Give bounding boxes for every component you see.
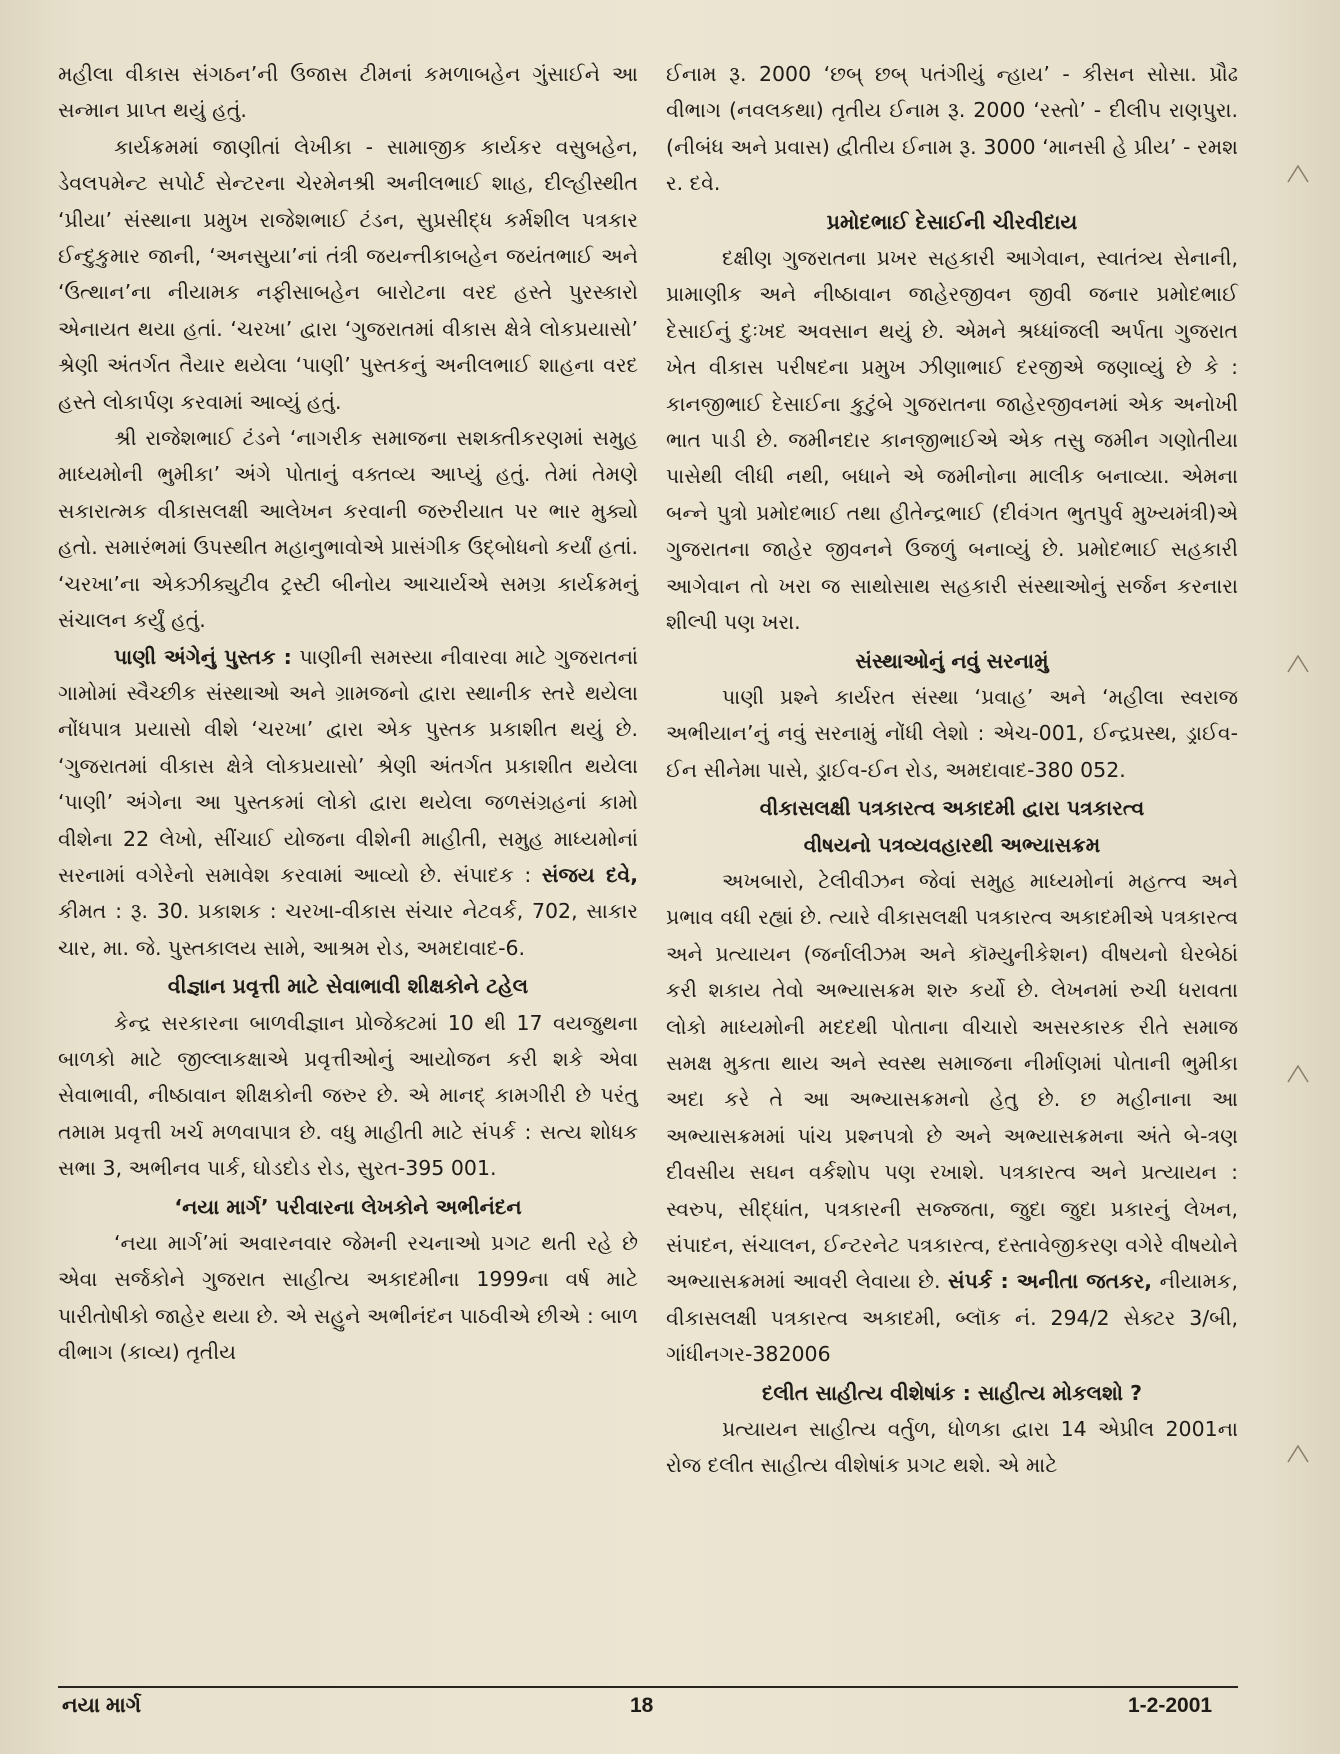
section-heading: વીજ્ઞાન પ્રવૃત્તી માટે સેવાભાવી શીક્ષકોને ટહેલ [167,974,529,999]
section-heading: વીષયનો પત્રવ્યવહારથી અભ્યાસક્રમ [803,832,1101,857]
paragraph: કેન્દ્ર સરકારના બાળવીજ્ઞાન પ્રોજેક્ટમાં 10 થી 17 વયજુથના બાળકો માટે જીલ્લાકક્ષાએ પ્રવૃત્તીઓનું આયોજન કરી શકે એવા સેવાભાવી, નીષ્ઠાવાન શીક્ષકોની જરુર છે. એ માનદ્ કામગીરી છે પરંતુ તમામ પ્રવૃત્તી ખર્ચ મળવાપાત્ર છે. વધુ માહીતી માટે સંપર્ક : સત્ય શોધક સભા 3, અભીનવ પાર્ક, ઘોડદોડ રોડ, સુરત-395 001. [58,1010,638,1181]
paragraph: પાણી પ્રશ્ને કાર્યરત સંસ્થા ‘પ્રવાહ’ અને ‘મહીલા સ્વરાજ અભીયાન’નું નવું સરનામું નોંધી લેશો : એચ-001, ઈન્દ્રપ્રસ્થ, ડ્રાઈવ-ઈન સીનેમા પાસે, ડ્રાઈવ-ઈન રોડ, અમદાવાદ-380 052. [666,684,1238,782]
section-heading: વીકાસલક્ષી પત્રકારત્વ અકાદમી દ્વારા પત્રકારત્વ [759,796,1145,821]
paragraph: દક્ષીણ ગુજરાતના પ્રખર સહકારી આગેવાન, સ્વાતંત્ર્ય સેનાની, પ્રામાણીક અને નીષ્ઠાવાન જાહેરજીવન જીવી જનાર પ્રમોદભાઈ દેસાઈનું દુઃખદ અવસાન થયું છે. એમને શ્રધ્ધાંજલી અર્પતા ગુજરાત ખેત વીકાસ પરીષદના પ્રમુખ ઝીણાભાઈ દરજીએ જણાવ્યું છે કે : કાનજીભાઈ દેસાઈના કુટુંબે ગુજરાતના જાહેરજીવનમાં એક અનોખી ભાત પાડી છે. જમીનદાર કાનજીભાઈએ એક તસુ જમીન ગણોતીયા પાસેથી લીધી નથી, બધાને એ જમીનોના માલીક બનાવ્યા. એમના બન્ને પુત્રો પ્રમોદભાઈ તથા હીતેન્દ્રભાઈ (દીવંગત ભુતપુર્વ મુખ્યમંત્રી)એ ગુજરાતના જાહેર જીવનને ઉજળું બનાવ્યું છે. પ્રમોદભાઈ સહકારી આગેવાન તો ખરા જ સાથોસાથ સહકારી સંસ્થાઓનું સર્જન કરનારા શીલ્પી પણ ખરા. [666,246,1238,635]
paragraph-text: નીયામક, વીકાસલક્ષી પત્રકારત્વ અકાદમી, બ્લૉક નં. 294/2 સેક્ટર 3/બી, ગાંધીનગર-382006 [666,1269,1238,1367]
section-heading: દલીત સાહીત્ય વીશેષાંક : સાહીત્ય મોકલશો ? [761,1380,1143,1405]
paragraph: ‘નયા માર્ગ’માં અવારનવાર જેમની રચનાઓ પ્રગટ થતી રહે છે એવા સર્જકોને ગુજરાત સાહીત્ય અકાદમીના 1999ના વર્ષ માટે પારીતોષીકો જાહેર થયા છે. એ સહુને અભીનંદન પાઠવીએ છીએ : બાળ વીભાગ (કાવ્ય) તૃતીય [58,1231,638,1365]
paragraph: ઈનામ રૂ. 2000 ‘છબ્ છબ્ પતંગીયું ન્હાય’ - કીસન સોસા. પ્રૌઢ વીભાગ (નવલકથા) તૃતીય ઈનામ રૂ. 2000 ‘રસ્તો’ - દીલીપ રાણપુરા. (નીબંધ અને પ્રવાસ) દ્વીતીય ઈનામ રૂ. 3000 ‘માનસી હે પ્રીય’ - રમશ ર. દવે. [666,62,1238,196]
lead-heading: પાણી અંગેનું પુસ્તક : [114,644,292,669]
paragraph: પ્રત્યાયન સાહીત્ય વર્તુળ, ધોળકા દ્વારા 14 એપ્રીલ 2001ના રોજ દલીત સાહીત્ય વીશેષાંક પ્રગટ થશે. એ માટે [666,1417,1238,1478]
paragraph-water-book [58,639,638,967]
paragraph-text: અખબારો, ટેલીવીઝન જેવાં સમુહ માધ્યમોનાં મહત્ત્વ અને પ્રભાવ વધી રહ્યાં છે. ત્યારે વીકાસલક્ષી પત્રકારત્વ અકાદમીએ પત્રકારત્વ અને પ્રત્યાયન (જર્નાલીઝમ અને કૉમ્યુનીકેશન) વીષયનો ઘેરબેઠાં કરી શકાય તેવો અભ્યાસક્રમ શરુ કર્યો છે. લેખનમાં રુચી ધરાવતા લોકો માધ્યમોની મદદથી પોતાના વીચારો અસરકારક રીતે સમાજ સમક્ષ મુકતા થાય અને સ્વસ્થ સમાજના નીર્માણમાં પોતાની ભુમીકા અદા કરે તે આ અભ્યાસક્રમનો હેતુ છે. છ મહીનાના આ અભ્યાસક્રમમાં પાંચ પ્રશ્નપત્રો છે અને અભ્યાસક્રમના અંતે બે-ત્રણ દીવસીય સઘન વર્કશોપ પણ રખાશે. પત્રકારત્વ અને પ્રત્યાયન : સ્વરુપ, સીદ્ધાંત, પત્રકારની સજ્જતા, જુદા જુદા પ્રકારનું લેખન, સંપાદન, સંચાલન, ઈન્ટરનેટ પત્રકારત્વ, દસ્તાવેજીકરણ વગેરે વીષયોને અભ્યાસક્રમમાં આવરી લેવાયા છે. [666,868,1238,1294]
section-heading: પ્રમોદભાઈ દેસાઈની ચીરવીદાય [826,209,1078,234]
editor-name: સંજય દવે, [541,862,638,887]
staple-mark-icon [1284,1440,1312,1468]
staple-mark-icon [1284,650,1312,678]
right-column [666,56,1238,1484]
paragraph [666,863,1238,1373]
paragraph: મહીલા વીકાસ સંગઠન’ની ઉજાસ ટીમનાં કમળાબહેન ગુંસાઈને આ સન્માન પ્રાપ્ત થયું હતું. [58,62,638,123]
section-heading: સંસ્થાઓનું નવું સરનામું [855,648,1049,673]
paragraph: કાર્યક્રમમાં જાણીતાં લેખીકા - સામાજીક કાર્યકર વસુબહેન, ડેવલપમેન્ટ સપોર્ટ સેન્ટરના ચેરમેનશ્રી અનીલભાઈ શાહ, દીલ્હીસ્થીત ‘પ્રીયા’ સંસ્થાના પ્રમુખ રાજેશભાઈ ટંડન, સુપ્રસીદ્ધ કર્મશીલ પત્રકાર ઈન્દુકુમાર જાની, ‘અનસુયા’નાં તંત્રી જયન્તીકાબહેન જયંતભાઈ અને ‘ઉત્થાન’ના નીયામક નફીસાબહેન બારોટના વરદ હસ્તે પુરસ્કારો એનાયત થયા હતાં. ‘ચરખા’ દ્વારા ‘ગુજરાતમાં વીકાસ ક્ષેત્રે લોકપ્રયાસો’ શ્રેણી અંતર્ગત તૈયાર થયેલા ‘પાણી’ પુસ્તકનું અનીલભાઈ શાહના વરદ હસ્તે લોકાર્પણ કરવામાં આવ્યું હતું. [58,134,638,414]
staple-mark-icon [1284,1060,1312,1088]
paragraph-text: કીમત : રૂ. 30. પ્રકાશક : ચરખા-વીકાસ સંચાર નેટવર્ક, 702, સાકાર ચાર, મા. જે. પુસ્તકાલય સામે, આશ્રમ રોડ, અમદાવાદ-6. [58,899,638,960]
page-number: 18 [630,1694,654,1717]
paragraph: શ્રી રાજેશભાઈ ટંડને ‘નાગરીક સમાજના સશક્તીકરણમાં સમુહ માધ્યમોની ભુમીકા’ અંગે પોતાનું વક્તવ્ય આપ્યું હતું. તેમાં તેમણે સકારાત્મક વીકાસલક્ષી આલેખન કરવાની જરુરીયાત પર ભાર મુક્યો હતો. સમારંભમાં ઉપસ્થીત મહાનુભાવોએ પ્રાસંગીક ઉદ્બોધનો કર્યાં હતાં. ‘ચરખા’ના એક્ઝીક્યુટીવ ટ્રસ્ટી બીનોય આચાર્યએ સમગ્ર કાર્યક્રમનું સંચાલન કર્યું હતું. [58,426,639,633]
contact-lead: સંપર્ક : અનીતા જતકર, [948,1269,1153,1294]
issue-date: 1-2-2001 [1128,1694,1213,1717]
left-column [58,56,638,1371]
section-heading: ‘નયા માર્ગ’ પરીવારના લેખકોને અભીનંદન [174,1194,522,1219]
footer-magazine-name: નયા માર્ગ [62,1694,142,1717]
staple-mark-icon [1284,160,1312,188]
paragraph-text: પાણીની સમસ્યા નીવારવા માટે ગુજરાતનાં ગામોમાં સ્વૈચ્છીક સંસ્થાઓ અને ગ્રામજનો દ્વારા સ્થાનીક સ્તરે થયેલા નોંધપાત્ર પ્રયાસો વીશે ‘ચરખા’ દ્વારા એક પુસ્તક પ્રકાશીત થયું છે. ‘ગુજરાતમાં વીકાસ ક્ષેત્રે લોકપ્રયાસો’ શ્રેણી અંતર્ગત પ્રકાશીત થયેલા ‘પાણી’ અંગેના આ પુસ્તકમાં લોકો દ્વારા થયેલા જળસંગ્રહનાં કામો વીશેના 22 લેખો, સીંચાઈ યોજના વીશેની માહીતી, સમુહ માધ્યમોનાં સરનામાં વગેરેનો સમાવેશ કરવામાં આવ્યો છે. સંપાદક : [58,644,638,887]
footer-divider [58,1686,1238,1688]
